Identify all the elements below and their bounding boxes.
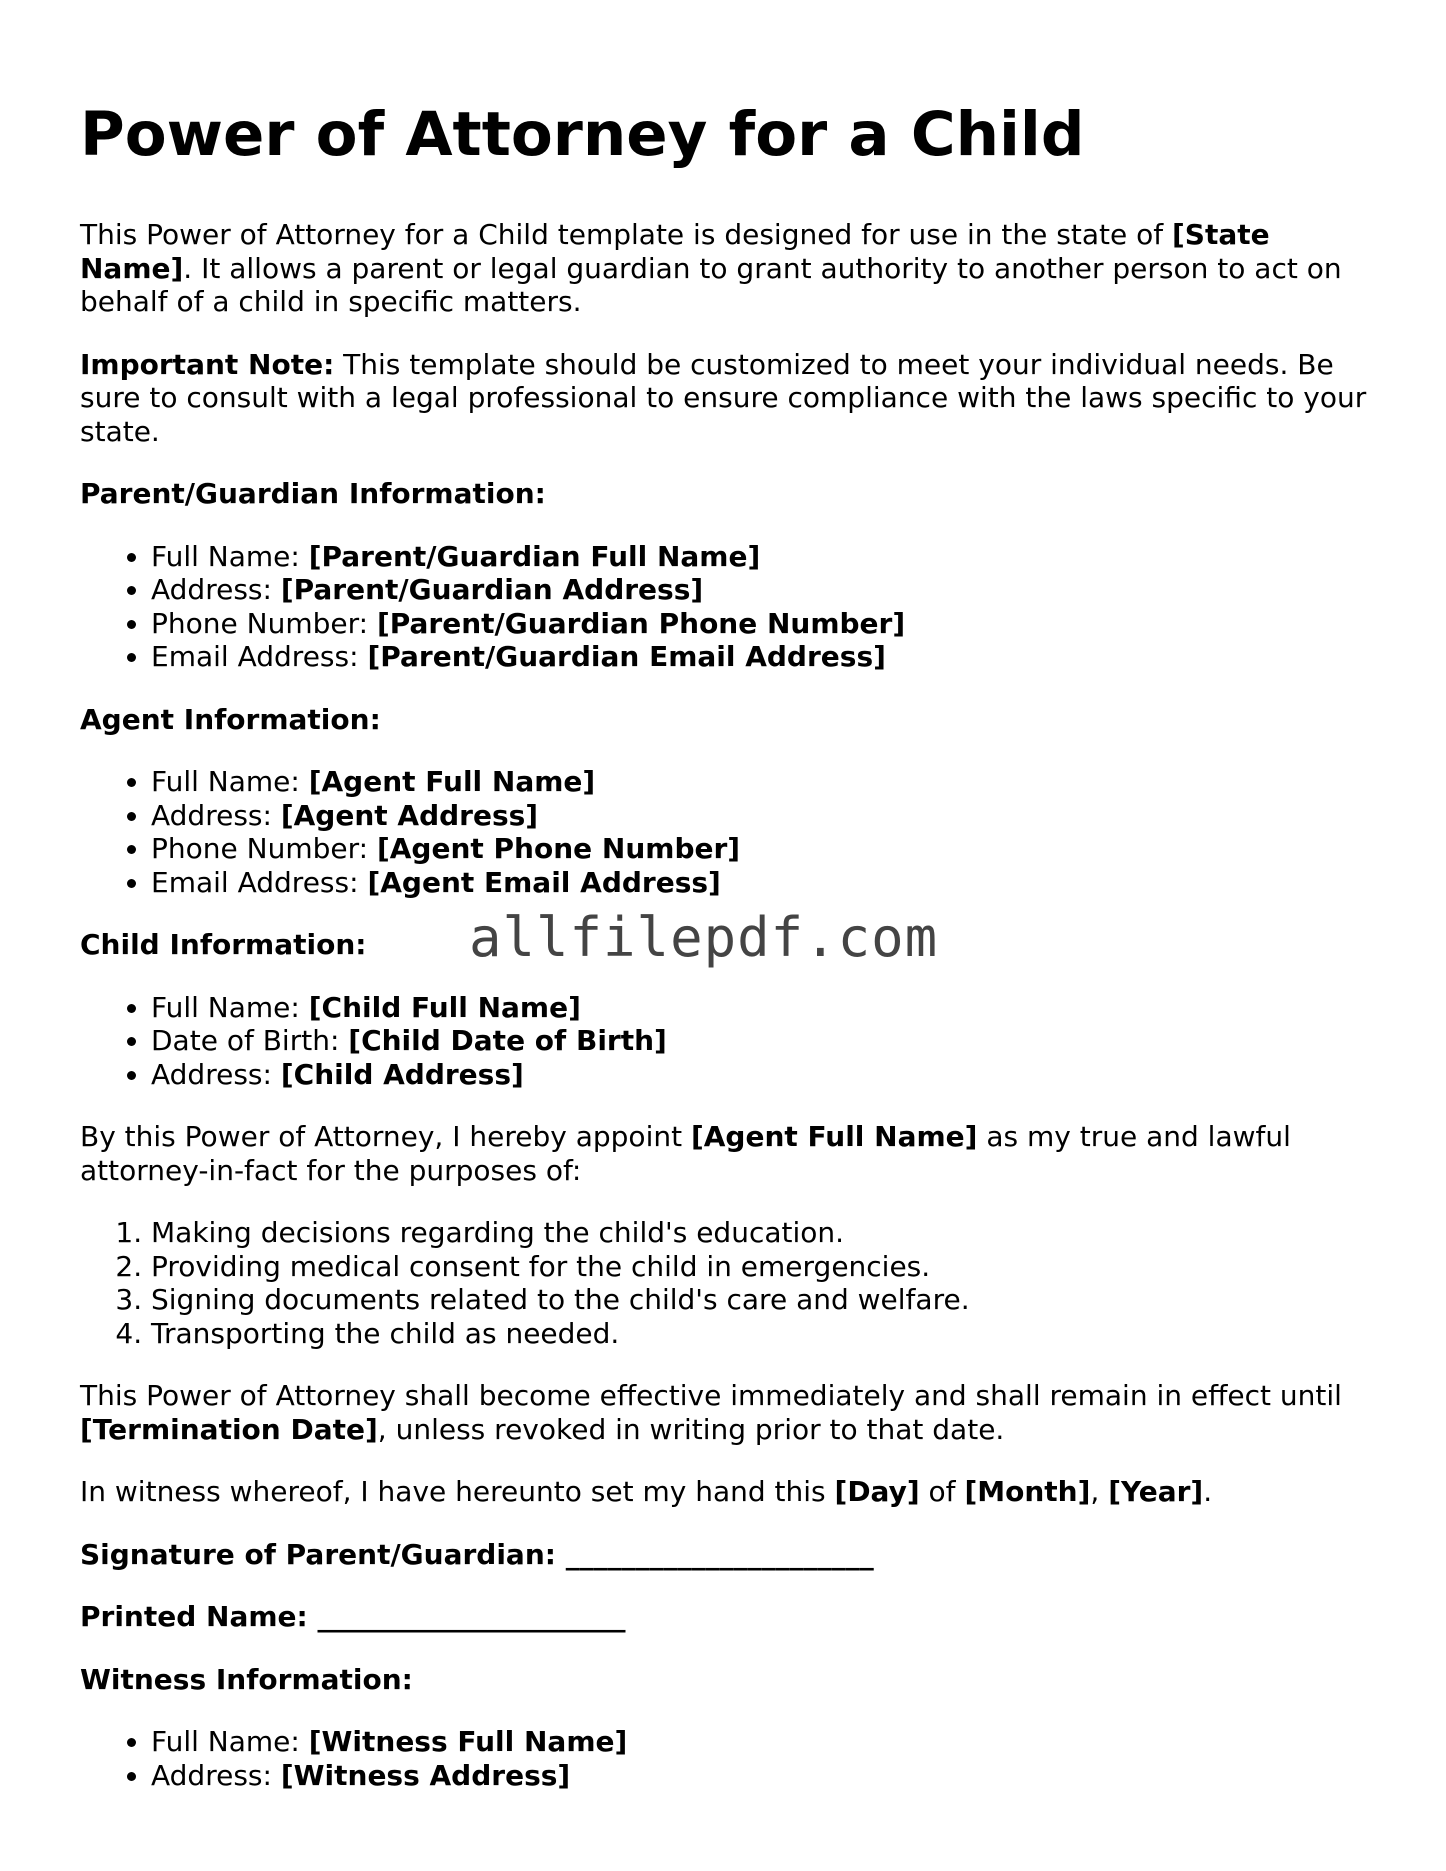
year-placeholder: [Year]	[1108, 1475, 1204, 1508]
purposes-list	[80, 1216, 1370, 1350]
agent-name-placeholder: [Agent Full Name]	[690, 1120, 978, 1153]
field-label: Email Address:	[151, 865, 368, 899]
field-placeholder: [Agent Phone Number]	[376, 832, 741, 865]
list-item	[151, 640, 1370, 674]
field-label: Full Name:	[151, 539, 309, 573]
witness-text-before: In witness whereof, I have hereunto set my hand this	[80, 1475, 835, 1508]
appoint-text-after: as my true and lawful attorney-in-fact for the purposes of:	[80, 1120, 1291, 1187]
list-item	[151, 991, 1370, 1025]
important-note	[80, 348, 1370, 449]
appoint-text-before: By this Power of Attorney, I hereby appoint	[80, 1120, 691, 1153]
list-item: 4. Transporting the child as needed.	[151, 1317, 1370, 1351]
field-placeholder: [Agent Address]	[280, 798, 539, 832]
witness-heading: Witness Information:	[80, 1662, 413, 1696]
list-item	[151, 1024, 1370, 1058]
intro-text-after: . It allows a parent or legal guardian to grant authority to another person to act on behalf of a child in specific matters.	[80, 251, 1342, 318]
field-label: Address:	[151, 573, 281, 606]
field-placeholder: [Parent/Guardian Email Address]	[367, 640, 886, 673]
field-placeholder: [Parent/Guardian Full Name]	[308, 539, 761, 573]
field-placeholder: [Parent/Guardian Address]	[280, 573, 704, 606]
field-label: Email Address:	[151, 640, 368, 673]
signature-blank: ______________________	[565, 1537, 874, 1571]
list-item	[151, 832, 1370, 866]
intro-paragraph	[80, 218, 1370, 319]
parent-heading: Parent/Guardian Information:	[80, 477, 546, 510]
effective-text-before: This Power of Attorney shall become effective immediately and shall remain in effect until	[80, 1379, 1342, 1412]
child-info-list	[80, 991, 1370, 1092]
intro-text-before: This Power of Attorney for a Child template is designed for use in the state of	[80, 218, 1172, 251]
field-placeholder: [Witness Full Name]	[308, 1725, 628, 1758]
field-placeholder: [Agent Full Name]	[308, 765, 596, 798]
printed-name-blank: ______________________	[317, 1600, 626, 1633]
state-placeholder: [State Name]	[80, 218, 1270, 285]
field-label: Full Name:	[151, 765, 309, 798]
field-placeholder: [Child Date of Birth]	[348, 1024, 667, 1057]
field-label: Date of Birth:	[151, 1024, 349, 1057]
witness-info-list	[80, 1725, 1370, 1792]
list-item	[151, 1725, 1370, 1759]
field-placeholder: [Witness Address]	[280, 1758, 571, 1792]
field-placeholder: [Agent Email Address]	[367, 865, 721, 899]
list-item	[151, 573, 1370, 607]
field-label: Phone Number:	[151, 606, 377, 640]
effective-paragraph	[80, 1379, 1370, 1446]
field-label: Full Name:	[151, 990, 309, 1024]
agent-heading: Agent Information:	[80, 702, 381, 736]
list-item	[151, 866, 1370, 900]
field-label: Address:	[151, 798, 281, 832]
field-label: Phone Number:	[151, 832, 377, 865]
list-item: 1. Making decisions regarding the child's education.	[151, 1216, 1370, 1250]
appoint-paragraph	[80, 1120, 1370, 1187]
list-item	[151, 1058, 1370, 1092]
comma-text: ,	[1090, 1475, 1109, 1508]
month-placeholder: [Month]	[964, 1475, 1091, 1508]
day-placeholder: [Day]	[834, 1475, 920, 1508]
list-item	[151, 540, 1370, 574]
printed-name-line	[80, 1600, 1370, 1634]
child-heading: Child Information:	[80, 928, 367, 961]
list-item	[151, 1759, 1370, 1793]
of-text: of	[919, 1475, 965, 1508]
list-item	[151, 799, 1370, 833]
effective-text-after: , unless revoked in writing prior to that date.	[377, 1412, 1005, 1446]
field-placeholder: [Child Full Name]	[308, 990, 581, 1024]
parent-info-list	[80, 540, 1370, 674]
period-text: .	[1203, 1475, 1213, 1508]
watermark: allfilepdf.com	[469, 906, 939, 969]
field-placeholder: [Child Address]	[280, 1057, 524, 1091]
list-item	[151, 765, 1370, 799]
important-note-label: Important Note:	[80, 347, 335, 381]
list-item	[151, 607, 1370, 641]
important-note-text: This template should be customized to meet your individual needs. Be sure to consult with a legal professional to ensure compliance with the laws specific to your state.	[80, 347, 1367, 448]
field-label: Address:	[151, 1758, 281, 1792]
field-label: Address:	[151, 1057, 281, 1091]
field-label: Full Name:	[151, 1725, 309, 1758]
termination-date-placeholder: [Termination Date]	[80, 1412, 378, 1446]
page-title: Power of Attorney for a Child	[80, 99, 1085, 170]
list-item: 2. Providing medical consent for the child in emergencies.	[151, 1250, 1370, 1284]
printed-name-label: Printed Name:	[80, 1600, 318, 1633]
witness-whereof-paragraph	[80, 1475, 1370, 1509]
signature-label: Signature of Parent/Guardian:	[80, 1537, 566, 1571]
list-item: 3. Signing documents related to the child's care and welfare.	[151, 1283, 1370, 1317]
agent-info-list	[80, 765, 1370, 899]
field-placeholder: [Parent/Guardian Phone Number]	[376, 606, 906, 640]
signature-line	[80, 1538, 1370, 1572]
